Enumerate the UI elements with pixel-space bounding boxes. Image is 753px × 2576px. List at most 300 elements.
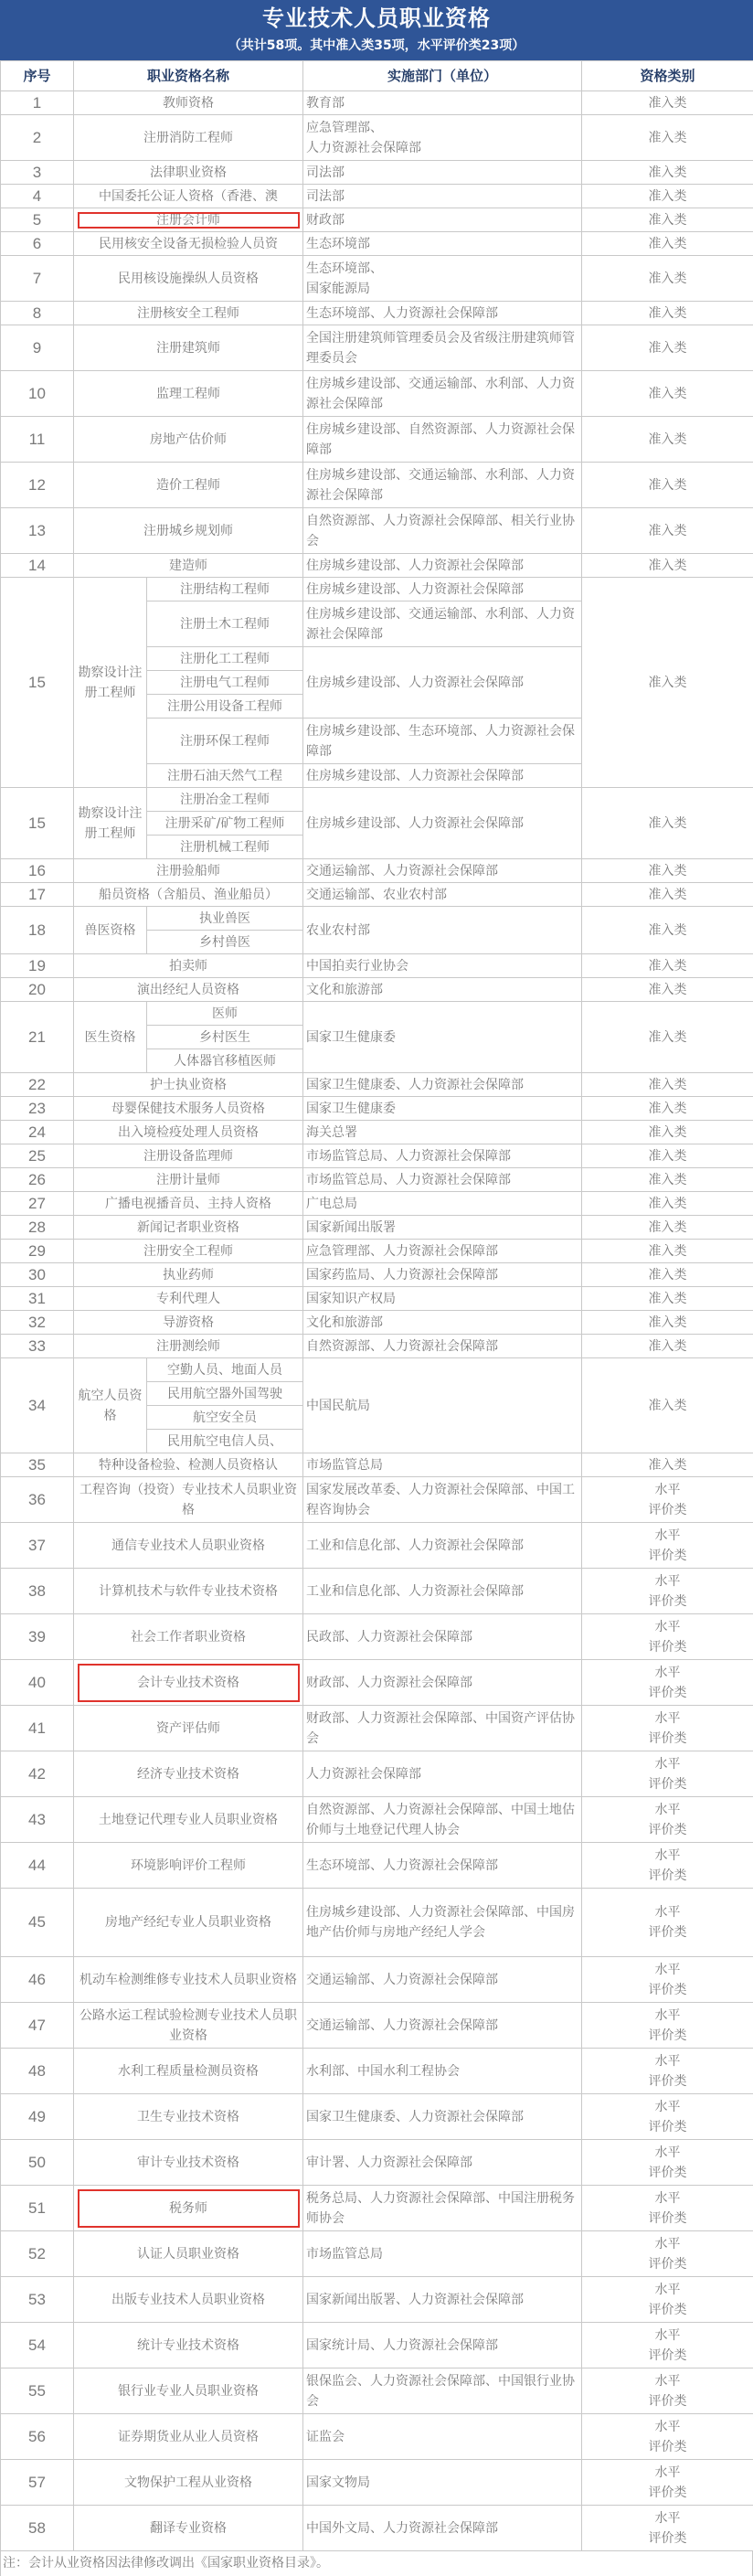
table-row xyxy=(1,2414,753,2460)
row-number: 24 xyxy=(1,1121,74,1144)
table-row xyxy=(1,2094,753,2140)
row-number: 6 xyxy=(1,232,74,256)
qualification-type: 水平 评价类 xyxy=(582,1843,753,1889)
qualification-type: 准入类 xyxy=(582,115,753,161)
qualification-type: 准入类 xyxy=(582,1144,753,1168)
qualification-type: 水平 评价类 xyxy=(582,1569,753,1614)
department: 市场监管总局 xyxy=(303,2231,582,2277)
qualification-type: 水平 评价类 xyxy=(582,1477,753,1523)
department: 民政部、人力资源社会保障部 xyxy=(303,1614,582,1660)
row-number: 39 xyxy=(1,1614,74,1660)
table-row xyxy=(1,1192,753,1216)
qualification-type: 水平 评价类 xyxy=(582,1660,753,1706)
table-row xyxy=(1,463,753,508)
department: 交通运输部、人力资源社会保障部 xyxy=(303,859,582,883)
qualification-type: 水平 评价类 xyxy=(582,1797,753,1843)
table-row xyxy=(1,417,753,463)
qualification-type: 准入类 xyxy=(582,417,753,463)
department: 广电总局 xyxy=(303,1192,582,1216)
table-row xyxy=(1,325,753,371)
table-row xyxy=(1,1477,753,1523)
table-row xyxy=(1,1957,753,2003)
row-number: 31 xyxy=(1,1287,74,1311)
qualification-type: 准入类 xyxy=(582,578,753,788)
row-number: 11 xyxy=(1,417,74,463)
row-number: 49 xyxy=(1,2094,74,2140)
qualification-group-name: 勘察设计注册工程师 xyxy=(74,788,147,859)
department: 审计署、人力资源社会保障部 xyxy=(303,2140,582,2186)
table-row xyxy=(1,1453,753,1477)
qualification-name: 审计专业技术资格 xyxy=(74,2140,303,2186)
row-number: 14 xyxy=(1,554,74,578)
qualification-type: 准入类 xyxy=(582,256,753,302)
department: 海关总署 xyxy=(303,1121,582,1144)
row-number: 5 xyxy=(1,208,74,232)
department: 住房城乡建设部、交通运输部、水利部、人力资源社会保障部 xyxy=(303,601,582,647)
department: 国家新闻出版署 xyxy=(303,1216,582,1240)
qualification-sub-name: 注册石油天然气工程 xyxy=(147,764,303,788)
qualification-name: 监理工程师 xyxy=(74,371,303,417)
qualification-name: 注册计量师 xyxy=(74,1168,303,1192)
department: 中国拍卖行业协会 xyxy=(303,954,582,978)
qualification-name: 母婴保健技术服务人员资格 xyxy=(74,1097,303,1121)
qualification-type: 准入类 xyxy=(582,1287,753,1311)
row-number: 16 xyxy=(1,859,74,883)
qualification-group-name: 航空人员资格 xyxy=(74,1358,147,1453)
table-row xyxy=(1,1889,753,1957)
qualification-name: 资产评估师 xyxy=(74,1706,303,1751)
qualification-sub-name: 乡村兽医 xyxy=(147,931,303,954)
row-number: 7 xyxy=(1,256,74,302)
department: 国家卫生健康委 xyxy=(303,1002,582,1073)
department: 国家知识产权局 xyxy=(303,1287,582,1311)
table-row xyxy=(1,232,753,256)
department: 住房城乡建设部、人力资源社会保障部 xyxy=(303,554,582,578)
qualification-name: 船员资格（含船员、渔业船员） xyxy=(74,883,303,907)
table-row xyxy=(1,1216,753,1240)
qualification-type: 准入类 xyxy=(582,859,753,883)
row-number: 56 xyxy=(1,2414,74,2460)
department: 自然资源部、人力资源社会保障部 xyxy=(303,1335,582,1358)
table-row xyxy=(1,302,753,325)
qualification-name: 通信专业技术人员职业资格 xyxy=(74,1523,303,1569)
table-body xyxy=(1,91,753,2551)
table-header-row xyxy=(1,61,753,91)
col-header-type: 资格类别 xyxy=(582,61,753,91)
qualification-type: 准入类 xyxy=(582,1073,753,1097)
department: 国家卫生健康委、人力资源社会保障部 xyxy=(303,2094,582,2140)
qualification-name: 出版专业技术人员职业资格 xyxy=(74,2277,303,2323)
qualification-name: 拍卖师 xyxy=(74,954,303,978)
department: 文化和旅游部 xyxy=(303,1311,582,1335)
department: 证监会 xyxy=(303,2414,582,2460)
row-number: 43 xyxy=(1,1797,74,1843)
table-row xyxy=(1,554,753,578)
qualification-type: 水平 评价类 xyxy=(582,2277,753,2323)
row-number: 44 xyxy=(1,1843,74,1889)
table-row xyxy=(1,578,753,601)
qualification-type: 准入类 xyxy=(582,978,753,1002)
department: 应急管理部、人力资源社会保障部 xyxy=(303,1240,582,1263)
table-row xyxy=(1,2003,753,2049)
table-row xyxy=(1,2049,753,2094)
qualification-sub-name: 乡村医生 xyxy=(147,1026,303,1049)
qualification-name: 注册核安全工程师 xyxy=(74,302,303,325)
qualification-type: 准入类 xyxy=(582,554,753,578)
qualification-sub-name: 注册机械工程师 xyxy=(147,836,303,859)
qualification-type: 水平 评价类 xyxy=(582,2414,753,2460)
department: 交通运输部、农业农村部 xyxy=(303,883,582,907)
qualification-group-name: 勘察设计注册工程师 xyxy=(74,578,147,788)
row-number: 51 xyxy=(1,2186,74,2231)
qualification-name: 注册城乡规划师 xyxy=(74,508,303,554)
row-number: 18 xyxy=(1,907,74,954)
qualification-name: 出入境检疫处理人员资格 xyxy=(74,1121,303,1144)
row-number: 19 xyxy=(1,954,74,978)
table-row xyxy=(1,1121,753,1144)
qualification-type: 水平 评价类 xyxy=(582,2323,753,2368)
qualification-name: 文物保护工程从业资格 xyxy=(74,2460,303,2506)
table-row xyxy=(1,2140,753,2186)
table-row xyxy=(1,1335,753,1358)
qualification-type: 准入类 xyxy=(582,91,753,115)
qualification-sub-name: 注册土木工程师 xyxy=(147,601,303,647)
table-row xyxy=(1,2231,753,2277)
table-row xyxy=(1,1311,753,1335)
footnote: 注：会计从业资格因法律修改调出《国家职业资格目录》。 xyxy=(0,2551,753,2576)
table-row xyxy=(1,1569,753,1614)
department: 人力资源社会保障部 xyxy=(303,1751,582,1797)
table-row xyxy=(1,1002,753,1026)
row-number: 23 xyxy=(1,1097,74,1121)
qualification-type: 准入类 xyxy=(582,907,753,954)
department: 住房城乡建设部、人力资源社会保障部 xyxy=(303,764,582,788)
table-row xyxy=(1,1706,753,1751)
qualification-name: 银行业专业人员职业资格 xyxy=(74,2368,303,2414)
qualification-name: 注册测绘师 xyxy=(74,1335,303,1358)
table-row xyxy=(1,208,753,232)
department: 住房城乡建设部、人力资源社会保障部 xyxy=(303,788,582,859)
qualification-name: 工程咨询（投资）专业技术人员职业资格 xyxy=(74,1477,303,1523)
qualification-name: 认证人员职业资格 xyxy=(74,2231,303,2277)
qualification-sub-name: 空勤人员、地面人员 xyxy=(147,1358,303,1382)
qualification-type: 水平 评价类 xyxy=(582,1957,753,2003)
row-number: 58 xyxy=(1,2506,74,2551)
table-row xyxy=(1,2368,753,2414)
qualification-type: 水平 评价类 xyxy=(582,1614,753,1660)
department: 税务总局、人力资源社会保障部、中国注册税务师协会 xyxy=(303,2186,582,2231)
row-number: 28 xyxy=(1,1216,74,1240)
department: 市场监管总局 xyxy=(303,1453,582,1477)
qualification-sub-name: 注册公用设备工程师 xyxy=(147,695,303,719)
department: 工业和信息化部、人力资源社会保障部 xyxy=(303,1569,582,1614)
qualification-type: 水平 评价类 xyxy=(582,2368,753,2414)
row-number: 13 xyxy=(1,508,74,554)
row-number: 46 xyxy=(1,1957,74,2003)
department: 国家发展改革委、人力资源社会保障部、中国工程咨询协会 xyxy=(303,1477,582,1523)
department: 生态环境部、 国家能源局 xyxy=(303,256,582,302)
department: 生态环境部、人力资源社会保障部 xyxy=(303,1843,582,1889)
department: 中国民航局 xyxy=(303,1358,582,1453)
table-row xyxy=(1,1660,753,1706)
qualification-type: 水平 评价类 xyxy=(582,2460,753,2506)
qualification-type: 准入类 xyxy=(582,1263,753,1287)
qualification-name: 广播电视播音员、主持人资格 xyxy=(74,1192,303,1216)
table-row xyxy=(1,1263,753,1287)
qualification-name: 民用核安全设备无损检验人员资 xyxy=(74,232,303,256)
qualification-name: 教师资格 xyxy=(74,91,303,115)
qualification-name: 机动车检测维修专业技术人员职业资格 xyxy=(74,1957,303,2003)
qualification-sub-name: 注册采矿/矿物工程师 xyxy=(147,812,303,836)
qualification-type: 准入类 xyxy=(582,1358,753,1453)
qualification-name: 注册设备监理师 xyxy=(74,1144,303,1168)
qualification-type: 准入类 xyxy=(582,1121,753,1144)
qualification-name: 水利工程质量检测员资格 xyxy=(74,2049,303,2094)
department: 教育部 xyxy=(303,91,582,115)
qualification-type: 准入类 xyxy=(582,954,753,978)
qualification-sub-name: 执业兽医 xyxy=(147,907,303,931)
department: 农业农村部 xyxy=(303,907,582,954)
qualification-type: 水平 评价类 xyxy=(582,2186,753,2231)
table-row xyxy=(1,1614,753,1660)
table-row xyxy=(1,2186,753,2231)
department: 国家卫生健康委 xyxy=(303,1097,582,1121)
qualification-sub-name: 注册环保工程师 xyxy=(147,719,303,764)
table-row xyxy=(1,859,753,883)
row-number: 54 xyxy=(1,2323,74,2368)
qualification-name: 特种设备检验、检测人员资格认 xyxy=(74,1453,303,1477)
table-row xyxy=(1,185,753,208)
qualification-sub-name: 注册电气工程师 xyxy=(147,671,303,695)
table-row xyxy=(1,1144,753,1168)
row-number: 38 xyxy=(1,1569,74,1614)
qualification-type: 水平 评价类 xyxy=(582,2094,753,2140)
row-number: 52 xyxy=(1,2231,74,2277)
row-number: 3 xyxy=(1,161,74,185)
col-header-dept: 实施部门（单位） xyxy=(303,61,582,91)
department: 交通运输部、人力资源社会保障部 xyxy=(303,2003,582,2049)
row-number: 21 xyxy=(1,1002,74,1073)
page-title: 专业技术人员职业资格 xyxy=(0,0,753,35)
table-row xyxy=(1,115,753,161)
qualification-name: 注册安全工程师 xyxy=(74,1240,303,1263)
qualification-name: 造价工程师 xyxy=(74,463,303,508)
row-number: 9 xyxy=(1,325,74,371)
col-header-no: 序号 xyxy=(1,61,74,91)
department: 国家卫生健康委、人力资源社会保障部 xyxy=(303,1073,582,1097)
row-number: 15 xyxy=(1,578,74,788)
department: 司法部 xyxy=(303,185,582,208)
highlighted-qualification-name: 注册会计师 xyxy=(74,208,303,232)
department: 住房城乡建设部、自然资源部、人力资源社会保障部 xyxy=(303,417,582,463)
table-row xyxy=(1,1523,753,1569)
table-row xyxy=(1,883,753,907)
qualification-name: 建造师 xyxy=(74,554,303,578)
department: 财政部 xyxy=(303,208,582,232)
qualification-type: 准入类 xyxy=(582,232,753,256)
table-row xyxy=(1,2506,753,2551)
table-row xyxy=(1,161,753,185)
department: 全国注册建筑师管理委员会及省级注册建筑师管理委员会 xyxy=(303,325,582,371)
qualification-name: 社会工作者职业资格 xyxy=(74,1614,303,1660)
row-number: 25 xyxy=(1,1144,74,1168)
department: 银保监会、人力资源社会保障部、中国银行业协会 xyxy=(303,2368,582,2414)
row-number: 37 xyxy=(1,1523,74,1569)
qualification-type: 准入类 xyxy=(582,1168,753,1192)
qualification-type: 准入类 xyxy=(582,1240,753,1263)
department: 工业和信息化部、人力资源社会保障部 xyxy=(303,1523,582,1569)
department: 住房城乡建设部、人力资源社会保障部 xyxy=(303,578,582,601)
qualification-sub-name: 注册结构工程师 xyxy=(147,578,303,601)
row-number: 48 xyxy=(1,2049,74,2094)
qualification-type: 准入类 xyxy=(582,1097,753,1121)
qualification-name: 证券期货业从业人员资格 xyxy=(74,2414,303,2460)
table-row xyxy=(1,1240,753,1263)
qualification-type: 准入类 xyxy=(582,788,753,859)
qualification-group-name: 兽医资格 xyxy=(74,907,147,954)
department: 住房城乡建设部、人力资源社会保障部 xyxy=(303,647,582,719)
qualification-name: 执业药师 xyxy=(74,1263,303,1287)
qualification-sub-name: 民用航空电信人员、 xyxy=(147,1430,303,1453)
qualification-name: 房地产经纪专业人员职业资格 xyxy=(74,1889,303,1957)
row-number: 35 xyxy=(1,1453,74,1477)
qualification-name: 环境影响评价工程师 xyxy=(74,1843,303,1889)
row-number: 10 xyxy=(1,371,74,417)
qualification-type: 准入类 xyxy=(582,1311,753,1335)
department: 国家新闻出版署、人力资源社会保障部 xyxy=(303,2277,582,2323)
qualification-type: 水平 评价类 xyxy=(582,2506,753,2551)
qualification-table xyxy=(0,60,753,2551)
row-number: 22 xyxy=(1,1073,74,1097)
qualification-name: 导游资格 xyxy=(74,1311,303,1335)
highlighted-qualification-name: 会计专业技术资格 xyxy=(74,1660,303,1706)
table-row xyxy=(1,978,753,1002)
qualification-type: 准入类 xyxy=(582,302,753,325)
highlighted-qualification-name: 税务师 xyxy=(74,2186,303,2231)
table-row xyxy=(1,1097,753,1121)
row-number: 30 xyxy=(1,1263,74,1287)
table-row xyxy=(1,256,753,302)
qualification-type: 准入类 xyxy=(582,508,753,554)
department: 生态环境部、人力资源社会保障部 xyxy=(303,302,582,325)
qualification-name: 统计专业技术资格 xyxy=(74,2323,303,2368)
qualification-name: 卫生专业技术资格 xyxy=(74,2094,303,2140)
department: 文化和旅游部 xyxy=(303,978,582,1002)
row-number: 33 xyxy=(1,1335,74,1358)
qualification-name: 翻译专业资格 xyxy=(74,2506,303,2551)
qualification-name: 中国委托公证人资格（香港、澳 xyxy=(74,185,303,208)
table-row xyxy=(1,788,753,812)
qualification-type: 准入类 xyxy=(582,463,753,508)
qualification-name: 计算机技术与软件专业技术资格 xyxy=(74,1569,303,1614)
department: 财政部、人力资源社会保障部、中国资产评估协会 xyxy=(303,1706,582,1751)
qualification-sub-name: 注册冶金工程师 xyxy=(147,788,303,812)
qualification-sub-name: 航空安全员 xyxy=(147,1406,303,1430)
table-row xyxy=(1,2277,753,2323)
row-number: 27 xyxy=(1,1192,74,1216)
department: 住房城乡建设部、人力资源社会保障部、中国房地产估价师与房地产经纪人学会 xyxy=(303,1889,582,1957)
table-row xyxy=(1,1073,753,1097)
row-number: 45 xyxy=(1,1889,74,1957)
department: 国家药监局、人力资源社会保障部 xyxy=(303,1263,582,1287)
row-number: 41 xyxy=(1,1706,74,1751)
qualification-type: 准入类 xyxy=(582,1192,753,1216)
qualification-name: 新闻记者职业资格 xyxy=(74,1216,303,1240)
department: 国家文物局 xyxy=(303,2460,582,2506)
department: 财政部、人力资源社会保障部 xyxy=(303,1660,582,1706)
row-number: 15 xyxy=(1,788,74,859)
table-row xyxy=(1,1287,753,1311)
qualification-type: 准入类 xyxy=(582,371,753,417)
row-number: 55 xyxy=(1,2368,74,2414)
department: 司法部 xyxy=(303,161,582,185)
qualification-type: 水平 评价类 xyxy=(582,2003,753,2049)
department: 生态环境部 xyxy=(303,232,582,256)
table-row xyxy=(1,907,753,931)
table-row xyxy=(1,1168,753,1192)
row-number: 42 xyxy=(1,1751,74,1797)
department: 应急管理部、 人力资源社会保障部 xyxy=(303,115,582,161)
department: 中国外文局、人力资源社会保障部 xyxy=(303,2506,582,2551)
qualification-type: 水平 评价类 xyxy=(582,1706,753,1751)
department: 市场监管总局、人力资源社会保障部 xyxy=(303,1144,582,1168)
row-number: 2 xyxy=(1,115,74,161)
qualification-name: 公路水运工程试验检测专业技术人员职业资格 xyxy=(74,2003,303,2049)
row-number: 34 xyxy=(1,1358,74,1453)
qualification-name: 经济专业技术资格 xyxy=(74,1751,303,1797)
qualification-type: 准入类 xyxy=(582,185,753,208)
qualification-type: 水平 评价类 xyxy=(582,1751,753,1797)
qualification-type: 准入类 xyxy=(582,1335,753,1358)
department: 住房城乡建设部、交通运输部、水利部、人力资源社会保障部 xyxy=(303,371,582,417)
qualification-type: 准入类 xyxy=(582,161,753,185)
qualification-type: 准入类 xyxy=(582,1453,753,1477)
qualification-type: 准入类 xyxy=(582,883,753,907)
table-row xyxy=(1,1358,753,1382)
row-number: 29 xyxy=(1,1240,74,1263)
qualification-name: 注册消防工程师 xyxy=(74,115,303,161)
row-number: 17 xyxy=(1,883,74,907)
qualification-type: 水平 评价类 xyxy=(582,2140,753,2186)
table-row xyxy=(1,2460,753,2506)
department: 国家统计局、人力资源社会保障部 xyxy=(303,2323,582,2368)
qualification-sub-name: 注册化工工程师 xyxy=(147,647,303,671)
table-row xyxy=(1,954,753,978)
col-header-name: 职业资格名称 xyxy=(74,61,303,91)
qualification-name: 专利代理人 xyxy=(74,1287,303,1311)
row-number: 53 xyxy=(1,2277,74,2323)
department: 市场监管总局、人力资源社会保障部 xyxy=(303,1168,582,1192)
qualification-sub-name: 人体器官移植医师 xyxy=(147,1049,303,1073)
qualification-group-name: 医生资格 xyxy=(74,1002,147,1073)
row-number: 32 xyxy=(1,1311,74,1335)
qualification-name: 注册建筑师 xyxy=(74,325,303,371)
row-number: 20 xyxy=(1,978,74,1002)
qualification-name: 法律职业资格 xyxy=(74,161,303,185)
title-band xyxy=(0,0,753,60)
qualification-type: 准入类 xyxy=(582,1002,753,1073)
qualification-name: 演出经纪人员资格 xyxy=(74,978,303,1002)
table-row xyxy=(1,1843,753,1889)
row-number: 8 xyxy=(1,302,74,325)
row-number: 4 xyxy=(1,185,74,208)
qualification-type: 准入类 xyxy=(582,208,753,232)
qualification-type: 水平 评价类 xyxy=(582,2049,753,2094)
qualification-type: 准入类 xyxy=(582,325,753,371)
row-number: 50 xyxy=(1,2140,74,2186)
table-row xyxy=(1,371,753,417)
row-number: 26 xyxy=(1,1168,74,1192)
